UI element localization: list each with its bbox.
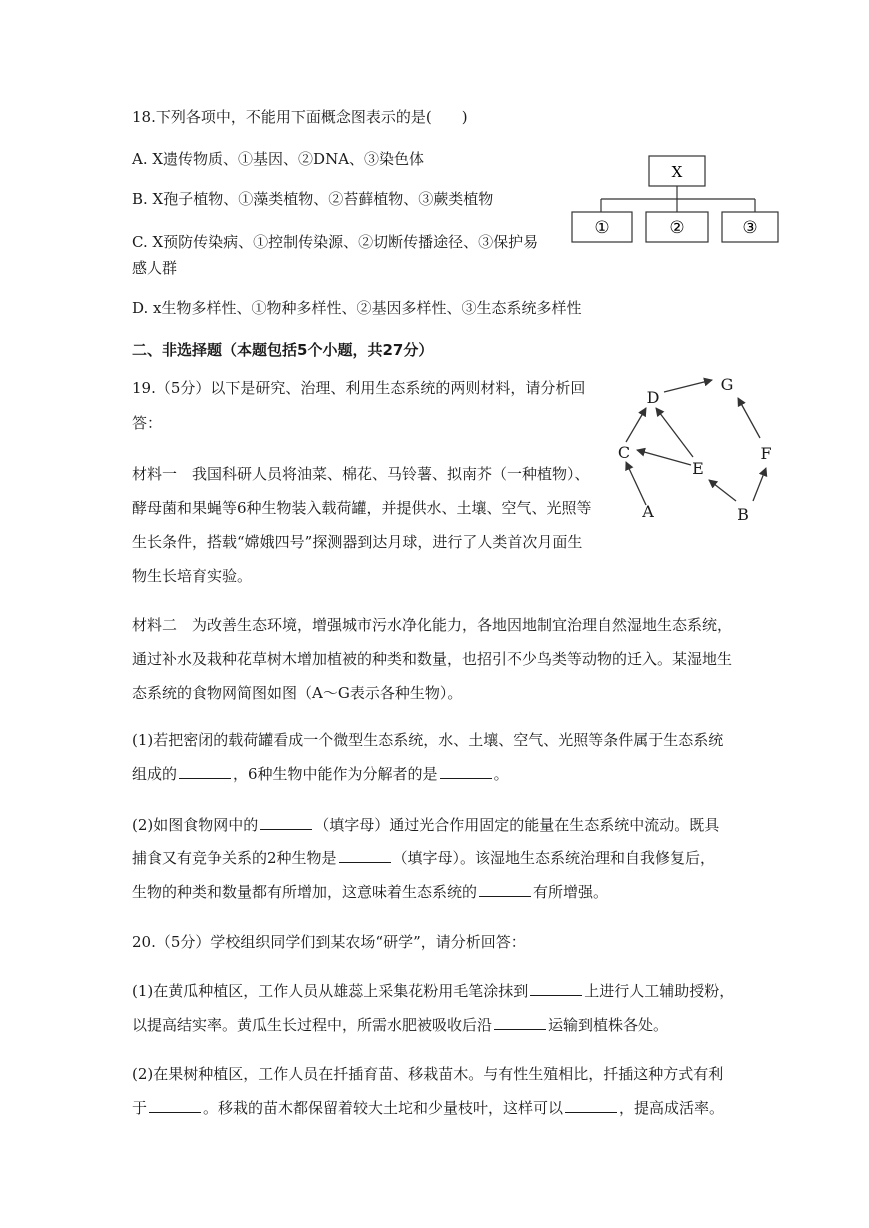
q20-part1-text-a: (1)在黄瓜种植区，工作人员从雄蕊上采集花粉用毛笔涂抹到 [132,982,529,1000]
q19-stem-line1: 19.（5分）以下是研究、治理、利用生态系统的两则材料，请分析回 [132,379,586,397]
q20-part1-line2 [132,1015,668,1035]
q19-part1-line2 [132,764,509,784]
arrow-e-to-c [637,450,691,465]
section-2-title: 二、非选择题（本题包括5个小题，共27分） [132,341,434,359]
q20-part2-text-a: 于 [132,1099,148,1117]
q19-part2-text-c: 捕食又有竞争关系的2种生物是 [132,849,337,867]
q19-material2-line1: 材料二 为改善生态环境，增强城市污水净化能力，各地因地制宜治理自然湿地生态系统， [132,616,733,634]
q18-option-d: D. x生物多样性、①物种多样性、②基因多样性、③生态系统多样性 [132,299,582,317]
q19-part2-line3 [132,882,608,902]
q18-option-c-line1: C. X预防传染病、①控制传染源、②切断传播途径、③保护易 [132,233,539,251]
q19-part2-text-f: 有所增强。 [533,883,609,901]
q20-answer-blank-1[interactable] [530,981,582,996]
q20-part2-text-b: 。移栽的苗木都保留着较大土坨和少量枝叶，这样可以 [203,1099,564,1117]
q20-part1-text-c: 以提高结实率。黄瓜生长过程中，所需水肥被吸收后沿 [132,1016,493,1034]
arrow-b-to-f [753,468,766,501]
q19-material1-line1: 材料一 我国科研人员将油菜、棉花、马铃薯、拟南芥（一种植物）、 [132,465,590,483]
node-c: C [617,443,631,462]
diagram-child-2-label: ② [669,218,685,238]
q19-material2-line3: 态系统的食物网简图如图（A～G表示各种生物）。 [132,684,463,702]
arrow-c-to-d [626,408,646,442]
q19-part2-text-a: (2)如图食物网中的 [132,816,259,834]
q19-answer-blank-4[interactable] [339,848,391,863]
q19-part1-text-a: 组成的 [132,765,178,783]
q19-material1-line3: 生长条件，搭载“嫦娥四号”探测器到达月球，进行了人类首次月面生 [132,533,583,551]
q19-answer-blank-3[interactable] [260,815,312,830]
q20-answer-blank-3[interactable] [149,1098,201,1113]
q19-part1-text-b: ，6种生物中能作为分解者的是 [233,765,438,783]
q19-part2-text-d: （填字母）。该湿地生态系统治理和自我修复后， [392,849,716,867]
q19-material1-line2: 酵母菌和果蝇等6种生物装入载荷罐，并提供水、土壤、空气、光照等 [132,499,592,517]
q19-answer-blank-1[interactable] [179,764,231,779]
arrow-a-to-c [626,462,646,505]
q19-part2-text-e: 生物的种类和数量都有所增加，这意味着生态系统的 [132,883,478,901]
node-f: F [760,444,772,463]
arrow-d-to-g [664,380,712,392]
q19-part2-line1 [132,815,719,835]
arrow-f-to-g [738,398,760,438]
q20-answer-blank-4[interactable] [565,1098,617,1113]
concept-diagram [568,152,782,248]
node-a: A [642,502,654,521]
node-e: E [692,459,704,478]
diagram-root-label: X [671,163,683,181]
q19-answer-blank-5[interactable] [479,882,531,897]
q19-material1-line4: 物生长培育实验。 [132,567,253,585]
arrow-b-to-e [709,480,736,501]
q18-option-c-line2: 感人群 [132,259,178,277]
q19-part2-line2 [132,848,715,868]
q19-material2-line2: 通过补水及栽种花草树木增加植被的种类和数量，也招引不少鸟类等动物的迁入。某湿地生 [132,650,733,668]
q18-stem: 18.下列各项中，不能用下面概念图表示的是( ) [132,108,468,126]
q20-answer-blank-2[interactable] [494,1015,546,1030]
q19-stem-line2: 答： [132,414,163,432]
node-d: D [646,388,660,407]
arrow-e-to-d [656,408,693,457]
q20-stem: 20.（5分）学校组织同学们到某农场“研学”，请分析回答： [132,933,526,951]
q20-part2-line2 [132,1098,724,1118]
food-web-diagram [608,370,788,526]
q18-option-a: A. X遗传物质、①基因、②DNA、③染色体 [132,150,425,168]
node-b: B [737,505,749,524]
diagram-child-3-label: ③ [742,218,758,238]
q19-part2-text-b: （填字母）通过光合作用固定的能量在生态系统中流动。既具 [314,816,720,834]
diagram-child-1-label: ① [594,218,610,238]
q19-answer-blank-2[interactable] [440,764,492,779]
q20-part2-line1: (2)在果树种植区，工作人员在扦插育苗、移栽苗木。与有性生殖相比，扦插这种方式有利 [132,1065,724,1083]
q20-part1-text-b: 上进行人工辅助授粉， [584,982,735,1000]
node-g: G [720,375,734,394]
q20-part2-text-c: ，提高成活率。 [619,1099,725,1117]
q20-part1-text-d: 运输到植株各处。 [548,1016,669,1034]
q19-part1-text-c: 。 [493,765,509,783]
q20-part1-line1 [132,981,734,1001]
q18-option-b: B. X孢子植物、①藻类植物、②苔藓植物、③蕨类植物 [132,190,494,208]
q19-part1-line1: (1)若把密闭的载荷罐看成一个微型生态系统，水、土壤、空气、光照等条件属于生态系统 [132,731,724,749]
